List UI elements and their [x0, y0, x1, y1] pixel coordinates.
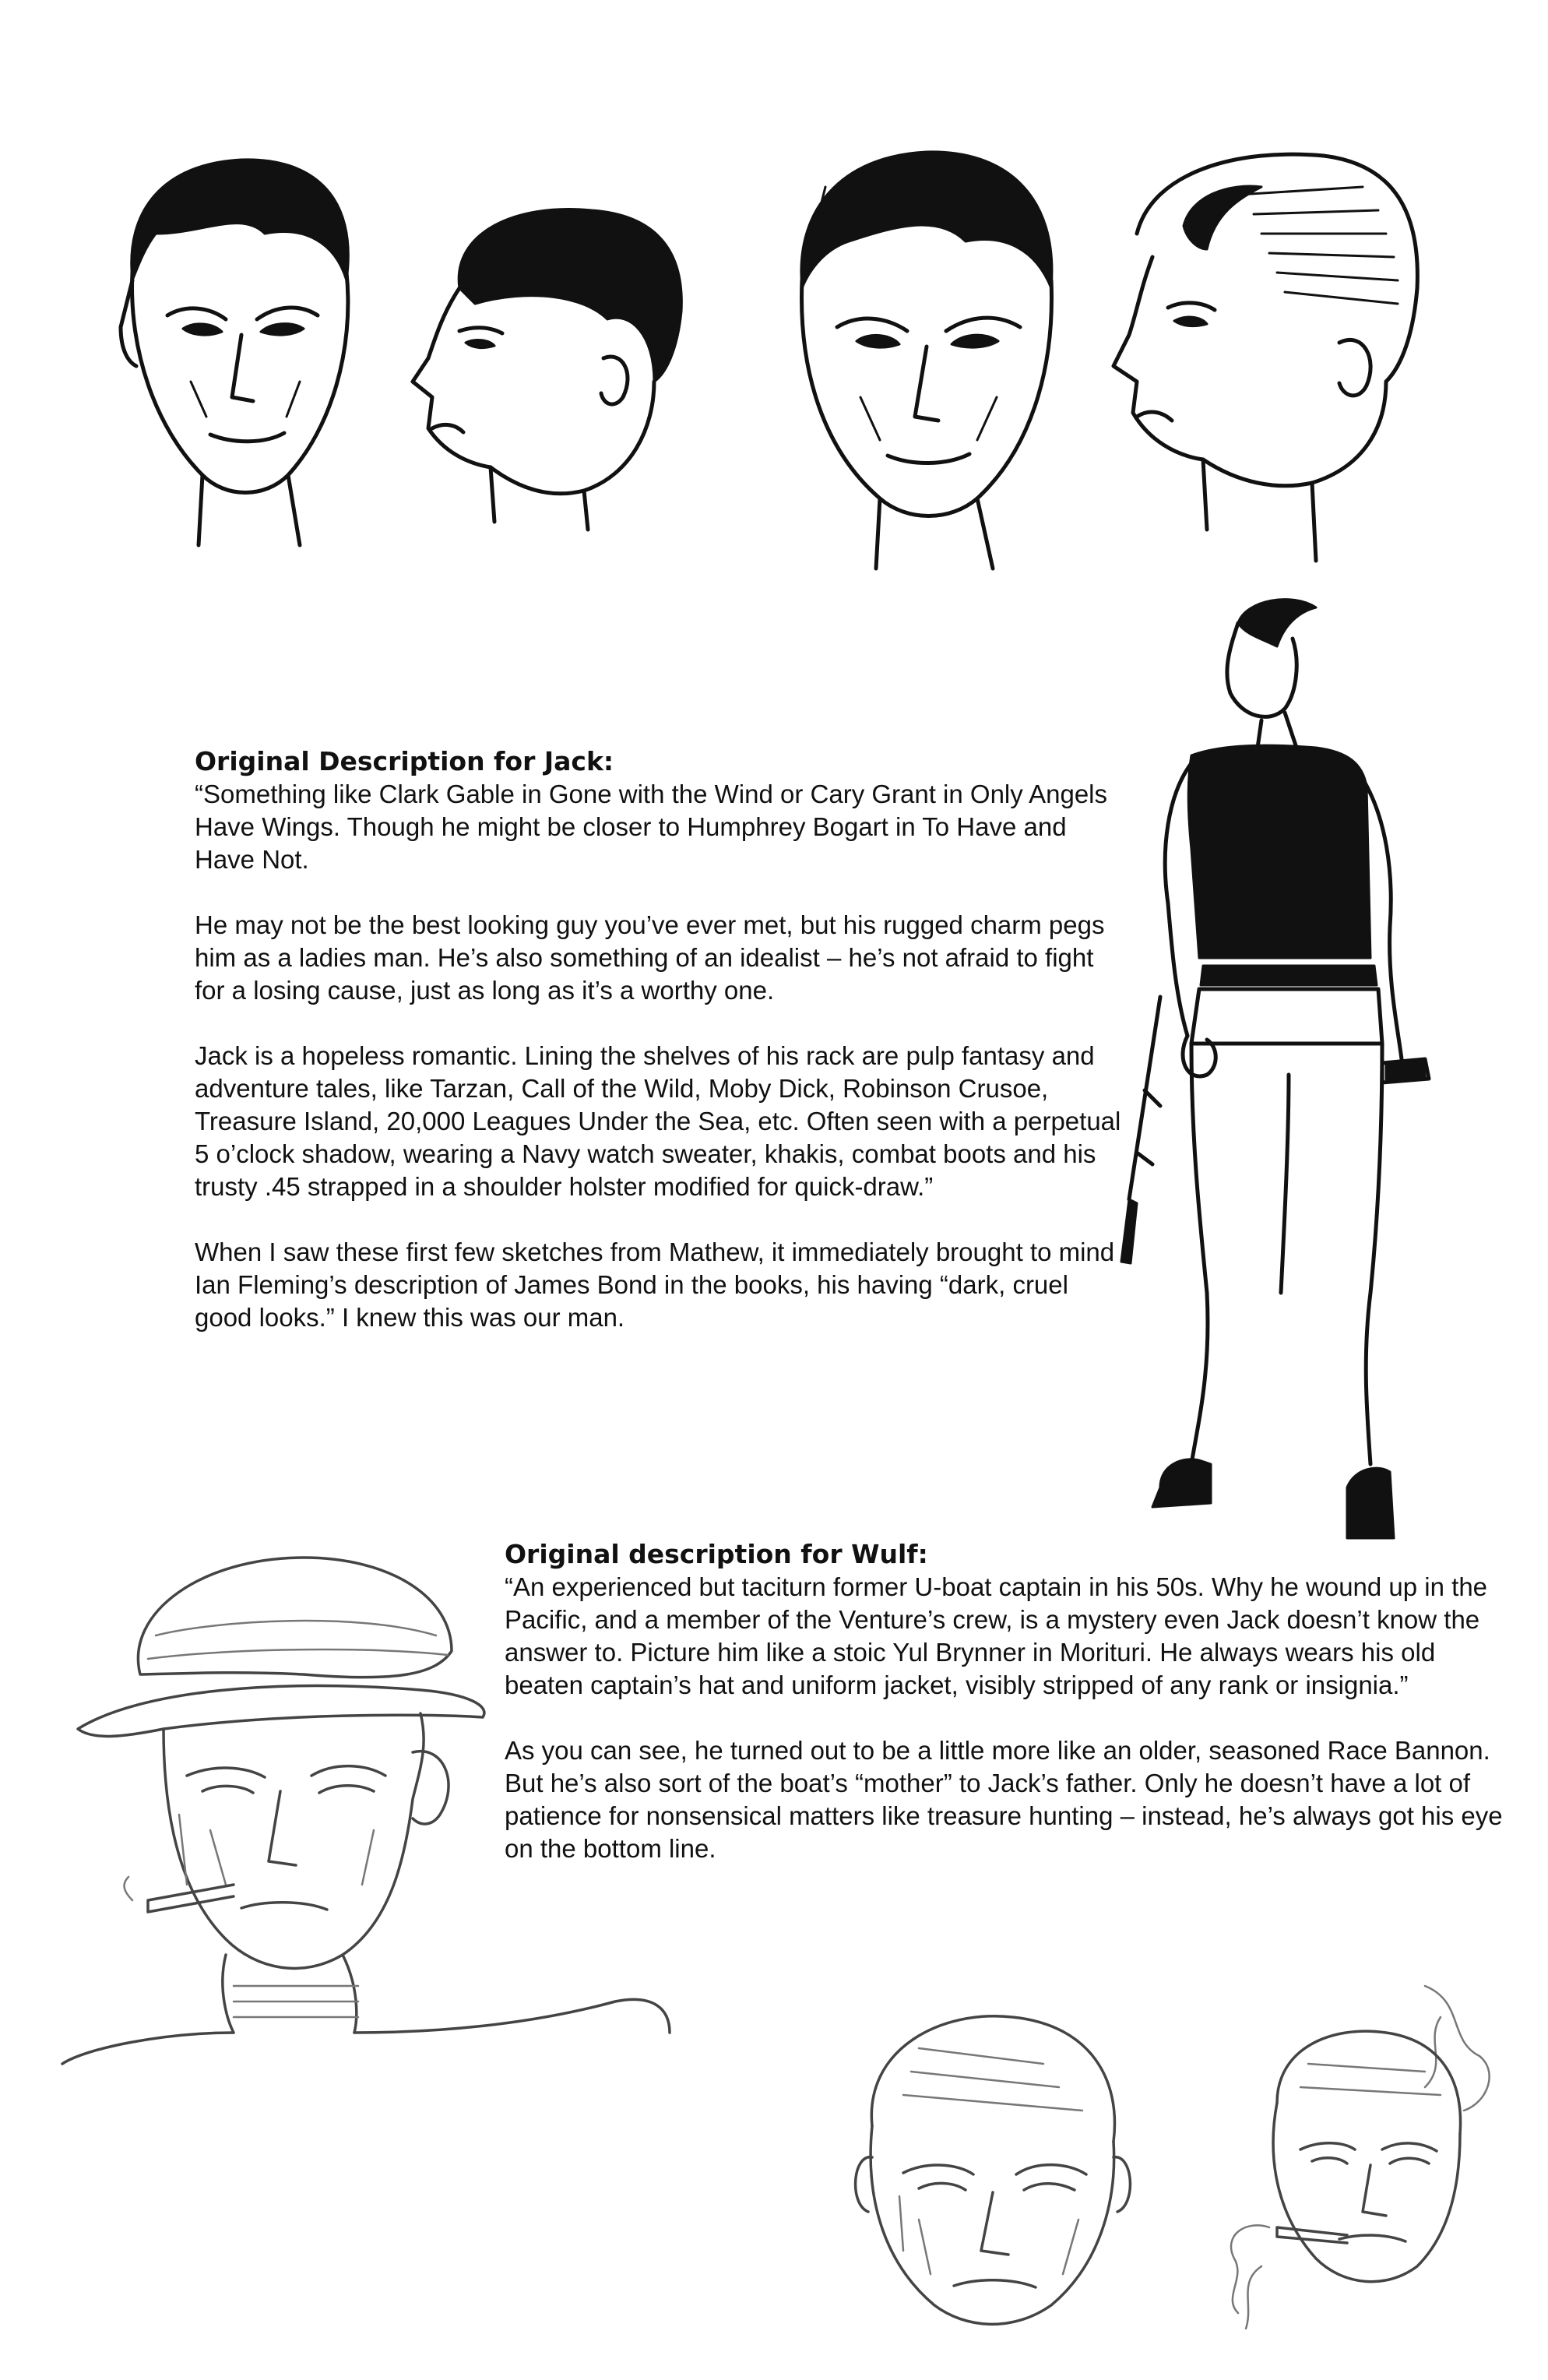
jack-paragraph: “Something like Clark Gable in Gone with the Wind or Cary Grant in Only Angels Have Wings. Though he might be closer to Humphrey Bogart in To Have and Have Not.	[195, 780, 1108, 874]
jack-heading: Original Description for Jack:	[195, 746, 614, 776]
wulf-description-section	[505, 1538, 1509, 1898]
jack-paragraph: When I saw these first few sketches from Mathew, it immediately brought to mind Ian Fleming’s description of James Bond in the books, his having “dark, cruel good looks.” I knew this was our man.	[195, 1238, 1115, 1332]
jack-head-front-shaded	[771, 140, 1082, 576]
wulf-head-smoking-sketch	[1191, 1970, 1503, 2352]
jack-head-profile-inked	[397, 195, 693, 537]
jack-paragraph: He may not be the best looking guy you’ve ever met, but his rugged charm pegs him as a ladies man. He’s also something of an idealist – he’s not afraid to fight for a losing cause, just as long as it’s a worthy one.	[195, 910, 1105, 1005]
jack-head-front-inked	[109, 148, 374, 553]
jack-head-profile-shaded	[1106, 140, 1433, 576]
wulf-heading: Original description for Wulf:	[505, 1539, 928, 1569]
jack-paragraph: Jack is a hopeless romantic. Lining the shelves of his rack are pulp fantasy and adventure tales, like Tarzan, Call of the Wild, Moby Dick, Robinson Crusoe, Treasure Island, 20,000 Leagues Under the Sea, etc. Often seen with a perpetual 5 o’clock shadow, wearing a Navy watch sweater, khakis, combat boots and his trusty .45 strapped in a shoulder holster modified for quick-draw.”	[195, 1041, 1121, 1201]
wulf-paragraph: “An experienced but taciturn former U-boat captain in his 50s. Why he wound up in the Pacific, and a member of the Venture’s crew, is a mystery even Jack doesn’t know the answer to. Picture him like a stoic Yul Brynner in Morituri. He always wears his old beaten captain’s hat and uniform jacket, visibly stripped of any rank or insignia.”	[505, 1572, 1488, 1699]
wulf-paragraph: As you can see, he turned out to be a little more like an older, seasoned Race Bannon. But he’s also sort of the boat’s “mother” to Jack’s father. Only he doesn’t have a lot of patience for nonsensical matters like treasure hunting – instead, he’s always got his eye on the bottom line.	[505, 1736, 1503, 1863]
jack-full-body-illustration	[1114, 592, 1472, 1550]
wulf-head-front-sketch	[825, 2002, 1152, 2360]
jack-description-section	[195, 745, 1129, 1367]
